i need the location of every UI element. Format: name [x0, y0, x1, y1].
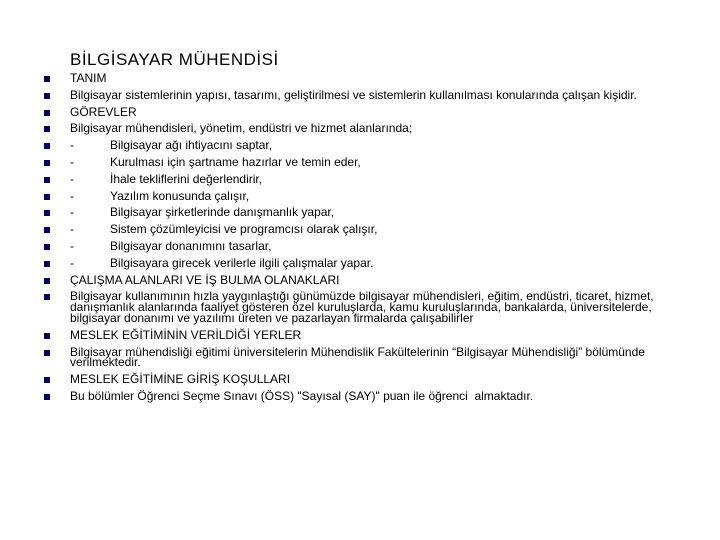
item-dash: - — [70, 154, 74, 169]
list-item — [44, 207, 684, 218]
item-text: GÖREVLER — [70, 104, 137, 119]
item-text: Bilgisayar sistemlerinin yapısı, tasarımı, geliştirilmesi ve sistemlerin kullanılması konularında çalışan kişidir. — [70, 87, 637, 102]
bullet-list — [44, 73, 684, 408]
square-bullet-icon — [44, 143, 50, 149]
square-bullet-icon — [44, 261, 50, 267]
square-bullet-icon — [44, 278, 50, 284]
item-dash: - — [70, 138, 74, 153]
item-text: ÇALIŞMA ALANLARI VE İŞ BULMA OLANAKLARI — [70, 272, 340, 287]
item-text: Sistem çözümleyicisi ve programcısı olarak çalışır, — [110, 222, 378, 237]
square-bullet-icon — [44, 76, 50, 82]
item-text: İhale tekliflerini değerlendirir, — [110, 171, 263, 186]
list-item — [44, 224, 684, 235]
slide-title: BİLGİSAYAR MÜHENDİSİ — [70, 50, 279, 69]
item-text: Bilgisayar kullanımının hızla yaygınlaştığı günümüzde bilgisayar mühendisleri, eğitim, endüstri, ticaret, hizmet, danışmanlık alanlarında faaliyet gösteren özel kuruluşlarda, kamu kuruluşlarında, bankalarda, üniversitelerde, bilgisayar donanımı ve yazılımı üreten ve pazarlayan firmalarda çalışabilirler — [70, 289, 657, 325]
list-item — [44, 104, 684, 119]
list-item — [44, 238, 684, 253]
square-bullet-icon — [44, 294, 50, 300]
square-bullet-icon — [44, 210, 50, 216]
list-item — [44, 123, 684, 134]
list-item — [44, 388, 684, 403]
item-text: Bilgisayara girecek verilerle ilgili çalışmalar yapar. — [110, 255, 374, 270]
list-item — [44, 272, 684, 287]
item-text: Bilgisayar şirketlerinde danışmanlık yapar, — [110, 205, 335, 220]
item-text: MESLEK EĞİTİMİNE GİRİŞ KOŞULLARI — [70, 372, 291, 387]
square-bullet-icon — [44, 350, 50, 356]
list-item — [44, 291, 684, 323]
list-item — [44, 188, 684, 203]
item-text: Bilgisayar donanımını tasarlar, — [110, 238, 272, 253]
item-text: Kurulması için şartname hazırlar ve temin eder, — [110, 154, 361, 169]
list-item — [44, 255, 684, 270]
item-text: MESLEK EĞİTİMİNİN VERİLDİĞİ YERLER — [70, 327, 302, 342]
item-dash: - — [70, 171, 74, 186]
item-dash: - — [70, 222, 74, 237]
item-text: Bu bölümler Öğrenci Seçme Sınavı (ÖSS) "Sayısal (SAY)" puan ile öğrenci almaktadır. — [70, 388, 534, 403]
item-dash: - — [70, 255, 74, 270]
item-text: Bilgisayar ağı ihtiyacını saptar, — [110, 138, 273, 153]
list-item — [44, 374, 684, 385]
list-item — [44, 171, 684, 186]
square-bullet-icon — [44, 333, 50, 339]
square-bullet-icon — [44, 177, 50, 183]
square-bullet-icon — [44, 377, 50, 383]
list-item — [44, 87, 684, 102]
square-bullet-icon — [44, 160, 50, 166]
square-bullet-icon — [44, 394, 50, 400]
list-item — [44, 73, 684, 84]
item-text: TANIM — [70, 71, 107, 85]
item-dash: - — [70, 238, 74, 253]
item-text: Yazılım konusunda çalışır, — [110, 188, 250, 203]
square-bullet-icon — [44, 244, 50, 250]
list-item — [44, 344, 684, 370]
item-dash: - — [70, 205, 74, 220]
square-bullet-icon — [44, 194, 50, 200]
list-item — [44, 154, 684, 169]
item-text: Bilgisayar mühendisliği eğitimi üniversitelerin Mühendislik Fakültelerinin “Bilgisayar Mühendisliği” bölümünde verilmektedir. — [70, 344, 649, 370]
item-dash: - — [70, 188, 74, 203]
square-bullet-icon — [44, 93, 50, 99]
list-item — [44, 327, 684, 342]
list-item — [44, 140, 684, 151]
item-text: Bilgisayar mühendisleri, yönetim, endüstri ve hizmet alanlarında; — [70, 121, 413, 136]
square-bullet-icon — [44, 126, 50, 132]
square-bullet-icon — [44, 110, 50, 116]
square-bullet-icon — [44, 227, 50, 233]
